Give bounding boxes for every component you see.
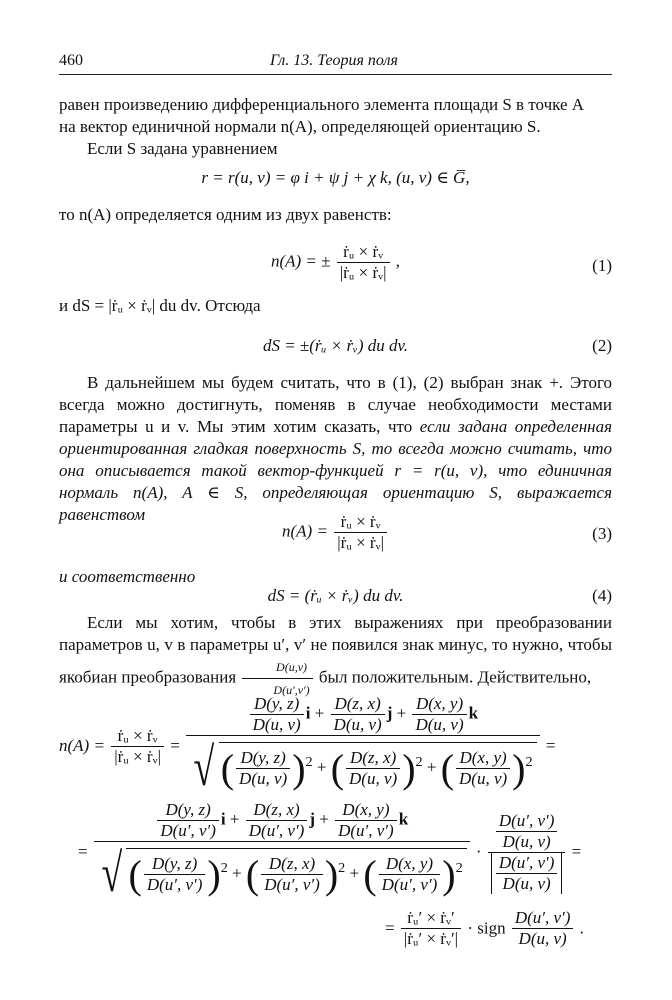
square: 2 <box>338 859 346 876</box>
d-p-uv-den-abs: D(u, v) <box>496 873 558 894</box>
page-number: 460 <box>59 52 83 69</box>
unit-k: k <box>468 703 479 723</box>
big-eq-fraction-3-den <box>94 841 470 904</box>
big-eq-fraction-6 <box>512 908 574 949</box>
big-eq-equals-3: = <box>78 842 88 861</box>
paragraph-6 <box>59 612 612 701</box>
big-eq-fraction-2 <box>186 694 540 798</box>
big-eq-fraction-4-num <box>488 811 566 852</box>
plus: + <box>229 809 240 829</box>
d-yz-uv-num-sq: D(y, z) <box>240 748 286 767</box>
d-zx-uv-den: D(u, v) <box>331 714 385 735</box>
equation-2-label: (2) <box>592 336 612 355</box>
paragraph-1-line-2: на вектор единичной нормали n(A), определяющей ориентацию S. <box>59 117 541 136</box>
equation-1 <box>59 242 612 283</box>
plus: + <box>349 863 360 883</box>
eq1-fraction <box>337 242 390 283</box>
paragraph-2: Если S задана уравнением <box>87 139 278 158</box>
running-header: Гл. 13. Теория поля <box>270 52 398 69</box>
big-eq-fraction-1-den: |ṙᵤ × ṙᵥ| <box>111 746 164 767</box>
eq1-denominator: |ṙᵤ × ṙᵥ| <box>337 262 390 283</box>
plus: + <box>314 703 325 723</box>
plus: + <box>319 809 329 829</box>
big-eq-equals-2: = <box>545 736 556 755</box>
big-eq-equals-4: = <box>571 842 582 861</box>
big-equation-line-1 <box>59 694 619 798</box>
eq3-numerator: ṙᵤ × ṙᵥ <box>340 512 381 531</box>
d-xy-uv-den-sq: D(u, v) <box>456 768 510 789</box>
eq1-lhs: n(A) = ± <box>270 251 331 271</box>
paragraph-1 <box>59 94 612 138</box>
big-eq-fraction-5-den: |ṙᵤ′ × ṙᵥ′| <box>401 928 461 949</box>
d-zx-p-den: D(u′, v′) <box>246 820 308 841</box>
d-zx-p-num: D(z, x) <box>253 800 300 819</box>
big-eq-fraction-2-num <box>186 694 540 735</box>
paragraph-6-text-2: был положительным. Действительно, <box>318 667 592 687</box>
eq1-numerator: ṙᵤ × ṙᵥ <box>343 242 384 261</box>
unit-i: i <box>220 809 226 829</box>
header-rule <box>59 74 612 75</box>
paragraph-5-plain: В дальнейшем мы будем считать, что в (1), (2) выбран знак +. Этого всегда можно достигнуть, поменяв в случае необходимости местами параметры u и v. Мы этим хотим сказать, что <box>59 373 612 436</box>
paragraph-3: то n(A) определяется одним из двух равенств: <box>59 205 392 224</box>
big-eq-fraction-2-den <box>186 735 540 798</box>
d-xy-p-den: D(u′, v′) <box>335 820 397 841</box>
equation-3-label: (3) <box>592 524 612 543</box>
square: 2 <box>415 753 423 770</box>
sqrt-sign: √ <box>101 843 123 903</box>
big-eq-fraction-5 <box>401 908 461 949</box>
d-p-uv-num: D(u′, v′) <box>498 810 555 830</box>
d-zx-uv-den-sq: D(u, v) <box>346 768 400 789</box>
square: 2 <box>455 859 463 876</box>
big-eq-end: . <box>579 918 584 938</box>
paragraph-5-italic: если задана определенная ориентированная гладкая поверхность S, то всегда можно считать, что она описывается такой вектор-функцией r = r(u, v), что единичная нормаль n(A), A ∈ S, определяющая ориентацию S, выражается равенством <box>59 417 612 524</box>
d-yz-uv-den: D(u, v) <box>250 714 304 735</box>
d-zx-uv-num: D(z, x) <box>334 694 381 713</box>
big-eq-lhs: n(A) = <box>59 736 105 755</box>
unit-i: i <box>305 703 311 723</box>
eq3-fraction <box>334 512 387 553</box>
eq3-denominator: |ṙᵤ × ṙᵥ| <box>334 532 387 553</box>
big-eq-fraction-3-num <box>94 800 470 841</box>
equation-r: r = r(u, v) = φ i + ψ j + χ k, (u, v) ∈ G̅, <box>201 168 470 187</box>
d-p-uv-den: D(u, v) <box>496 831 558 852</box>
equation-3 <box>59 512 612 553</box>
big-eq-dot: · <box>475 842 482 861</box>
d-xy-p-num-sq: D(x, y) <box>385 854 434 873</box>
jacobian-denominator: D(u′,v′) <box>242 678 312 701</box>
sqrt-body: ( $\frac{D(y, z)}{D(u, v)}$ )$^2$ + ( $\frac{D(z, x)}{D(u, v)}$ )$^2$ + ( $\frac{D(x, y)}{D(u, v)}$ )$^2$ <box>219 742 537 792</box>
jacobian-numerator: D(u,v) <box>276 660 308 674</box>
equation-1-label: (1) <box>592 256 612 275</box>
equation-4-prefix: и соответственно <box>59 567 196 586</box>
big-eq-fraction-4-den <box>488 852 566 894</box>
equation-4-label: (4) <box>592 586 612 605</box>
big-eq-fraction-5-num: ṙᵤ′ × ṙᵥ′ <box>407 908 455 927</box>
big-eq-fraction-6-den: D(u, v) <box>512 928 574 949</box>
sqrt-sign: √ <box>193 737 215 797</box>
big-equation-line-2 <box>78 800 618 904</box>
eq3-lhs: n(A) = <box>282 521 328 541</box>
d-xy-uv-den: D(u, v) <box>412 714 466 735</box>
unit-j: j <box>309 809 316 829</box>
d-xy-p-num: D(x, y) <box>342 800 390 819</box>
plus: + <box>426 757 437 777</box>
unit-j: j <box>386 703 393 723</box>
big-eq-fraction-3 <box>94 800 470 904</box>
big-eq-equals-5: = <box>385 918 395 938</box>
d-yz-uv-num: D(y, z) <box>253 694 300 713</box>
big-eq-fraction-1-num: ṙᵤ × ṙᵥ <box>117 725 158 745</box>
d-xy-uv-num-sq: D(x, y) <box>459 748 507 767</box>
d-yz-p-den: D(u′, v′) <box>157 820 219 841</box>
paragraph-6-text-1: Если мы хотим, чтобы в этих выражениях при преобразовании параметров u, v в параметры u′, v′ не появился знак минус, то нужно, чтобы якобиан преобразования <box>59 613 612 687</box>
big-eq-fraction-4 <box>488 811 566 894</box>
d-xy-p-den-sq: D(u′, v′) <box>379 874 441 895</box>
sqrt-body: ( $\frac{D(y, z)}{D(u', v')}$ )$^2$ + ( $\frac{D(z, x)}{D(u', v')}$ )$^2$ + ( $\frac{D(x, y)}{D(u', v')}$ )$^2$ <box>126 848 466 898</box>
equation-2: dS = ±(ṙᵤ × ṙᵥ) du dv. <box>262 336 409 355</box>
big-equation-line-3 <box>385 908 584 949</box>
plus: + <box>316 757 327 777</box>
square: 2 <box>220 859 228 876</box>
d-xy-uv-num: D(x, y) <box>415 694 464 713</box>
paragraph-1-line-1: равен произведению дифференциального элемента площади S в точке A <box>59 95 585 114</box>
big-eq-equals-1: = <box>170 736 180 755</box>
d-zx-uv-num-sq: D(z, x) <box>349 748 397 767</box>
big-eq-fraction-6-num: D(u′, v′) <box>514 908 571 927</box>
square: 2 <box>525 753 533 770</box>
d-yz-p-num: D(y, z) <box>165 800 211 819</box>
d-zx-p-num-sq: D(z, x) <box>268 854 316 873</box>
paragraph-4: и dS = |ṙᵤ × ṙᵥ| du dv. Отсюда <box>59 296 261 315</box>
big-eq-fraction-1 <box>111 726 164 767</box>
eq1-tail: , <box>395 251 401 271</box>
big-eq-sign: · sign <box>467 918 506 938</box>
plus: + <box>396 703 407 723</box>
d-yz-p-num-sq: D(y, z) <box>151 854 198 873</box>
equation-4: dS = (ṙᵤ × ṙᵥ) du dv. <box>267 586 404 605</box>
paragraph-5 <box>59 372 612 526</box>
d-yz-p-den-sq: D(u′, v′) <box>144 874 206 895</box>
plus: + <box>232 863 242 883</box>
square: 2 <box>305 753 313 770</box>
unit-k: k <box>398 809 409 829</box>
d-zx-p-den-sq: D(u′, v′) <box>261 874 323 895</box>
d-yz-uv-den-sq: D(u, v) <box>236 768 290 789</box>
d-p-uv-num-abs: D(u′, v′) <box>498 852 555 872</box>
